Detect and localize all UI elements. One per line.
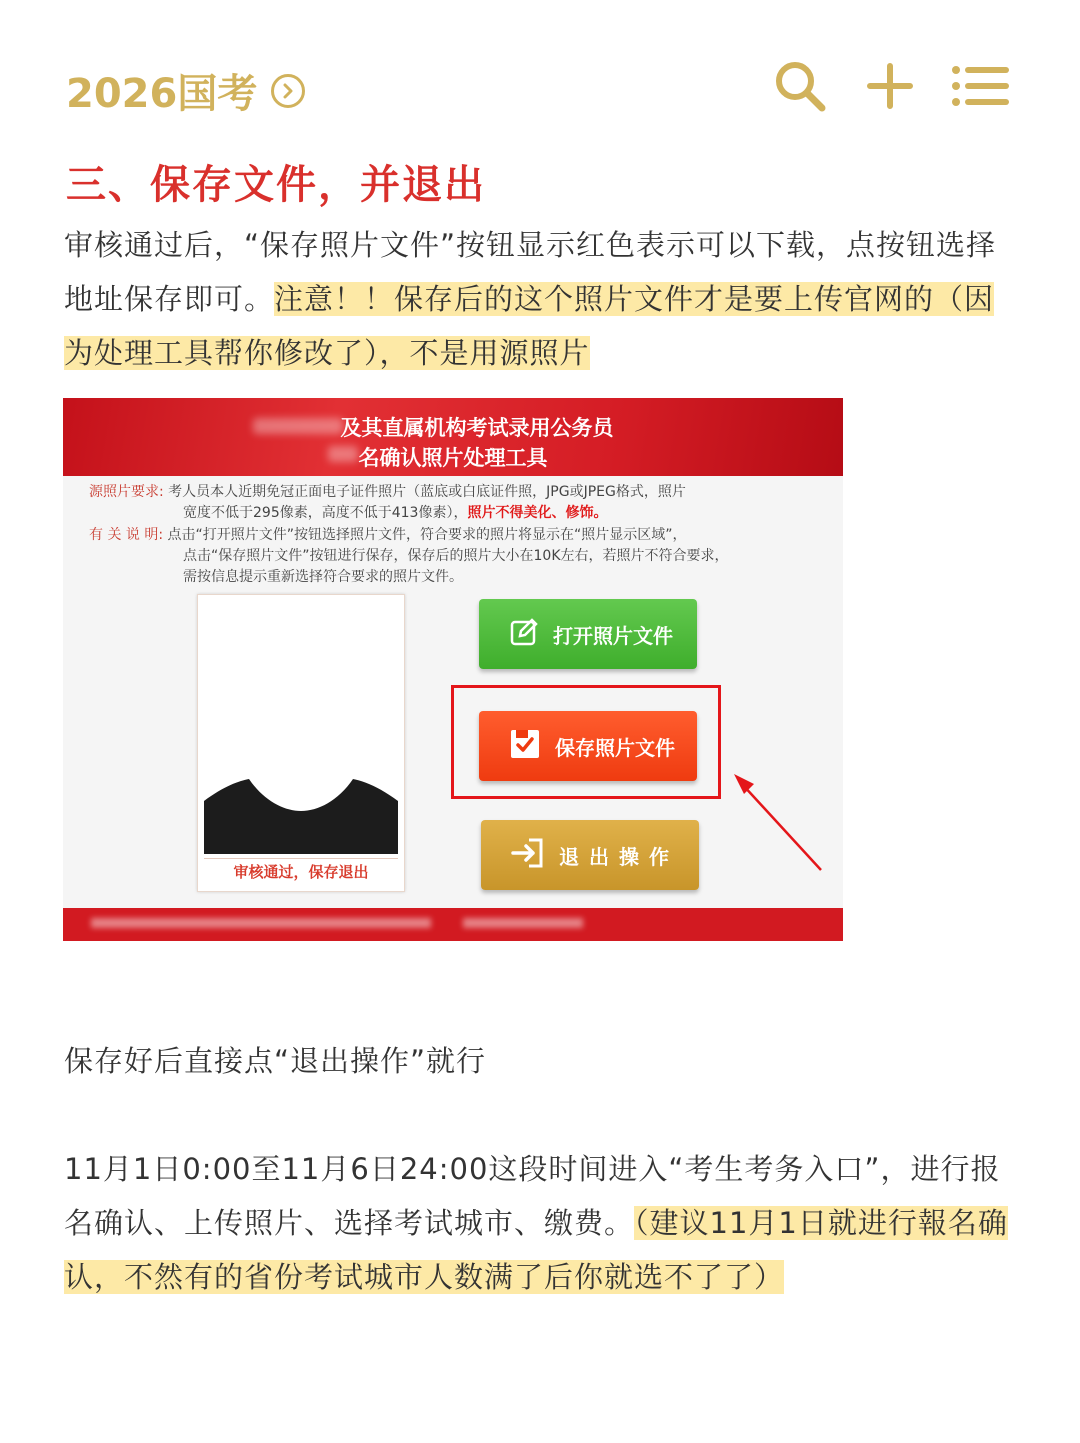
menu-icon[interactable] <box>950 58 1006 114</box>
requirements-label: 源照片要求: <box>89 484 164 500</box>
arrow-icon <box>728 768 828 878</box>
tool-header-banner <box>63 398 843 476</box>
tool-title-line1: 及其直属机构考试录用公务员 <box>340 416 614 440</box>
notes-label: 有 关 说 明: <box>89 527 164 543</box>
open-photo-label: 打开照片文件 <box>553 623 673 648</box>
exit-label: 退出操作 <box>559 844 679 869</box>
exit-button[interactable] <box>481 820 699 890</box>
photo-requirements <box>89 482 829 524</box>
paragraph-text: 审核通过后，“保存照片文件”按钮显示红色表示可以下载，点按钮选择地址保存即可。 <box>64 228 997 316</box>
save-photo-button[interactable] <box>479 711 697 781</box>
tool-screenshot <box>63 398 843 941</box>
notes-text-1: 点击“打开照片文件”按钮选择照片文件，符合要求的照片将显示在“照片显示区域”， <box>167 527 687 543</box>
save-photo-label: 保存照片文件 <box>555 735 675 760</box>
tool-notes <box>89 525 829 588</box>
plus-icon[interactable] <box>862 58 918 114</box>
notebook-title: 2026国考 <box>66 71 258 117</box>
open-photo-button[interactable] <box>479 599 697 669</box>
edit-icon <box>509 617 539 652</box>
chevron-right-icon <box>271 74 305 108</box>
paragraph-exit-instructions: 保存好后直接点“退出操作”就行 <box>64 1044 487 1078</box>
requirements-warning: 照片不得美化、修饰。 <box>467 505 608 521</box>
highlighted-suggestion: （建议11月1日就进行報名确认，不然有的省份考试城市人数满了后你就选不了了） <box>64 1206 1008 1294</box>
section-title: 三、保存文件，并退出 <box>66 162 486 208</box>
photo-status-caption: 审核通过，保存退出 <box>204 858 398 885</box>
exit-icon <box>511 836 545 875</box>
tool-title-line2: 名确认照片处理工具 <box>358 446 548 470</box>
save-check-icon <box>509 728 541 765</box>
notes-text-3: 需按信息提示重新选择符合要求的照片文件。 <box>183 569 463 585</box>
photo-display-area <box>197 594 405 892</box>
search-icon[interactable] <box>772 58 828 114</box>
top-bar <box>0 0 1080 175</box>
paragraph-save-instructions <box>64 218 1024 380</box>
tool-footer-banner <box>63 908 843 941</box>
photo-preview <box>204 601 398 854</box>
paragraph-schedule <box>64 1142 1024 1304</box>
notebook-title-link[interactable] <box>66 62 305 119</box>
requirements-text-1: 考人员本人近期免冠正面电子证件照片（蓝底或白底证件照，JPG或JPEG格式，照片 <box>168 484 686 500</box>
requirements-text-2: 宽度不低于295像素，高度不低于413像素）， <box>183 505 468 521</box>
highlighted-note: 注意！！保存后的这个照片文件才是要上传官网的（因为处理工具帮你修改了），不是用源照片 <box>64 282 995 370</box>
notes-text-2: 点击“保存照片文件”按钮进行保存，保存后的照片大小在10K左右，若照片不符合要求， <box>183 548 729 564</box>
schedule-text: 11月1日0:00至11月6日24:00这段时间进入“考生考务入口”，进行报名确认、上传照片、选择考试城市、缴费。 <box>64 1152 1001 1240</box>
